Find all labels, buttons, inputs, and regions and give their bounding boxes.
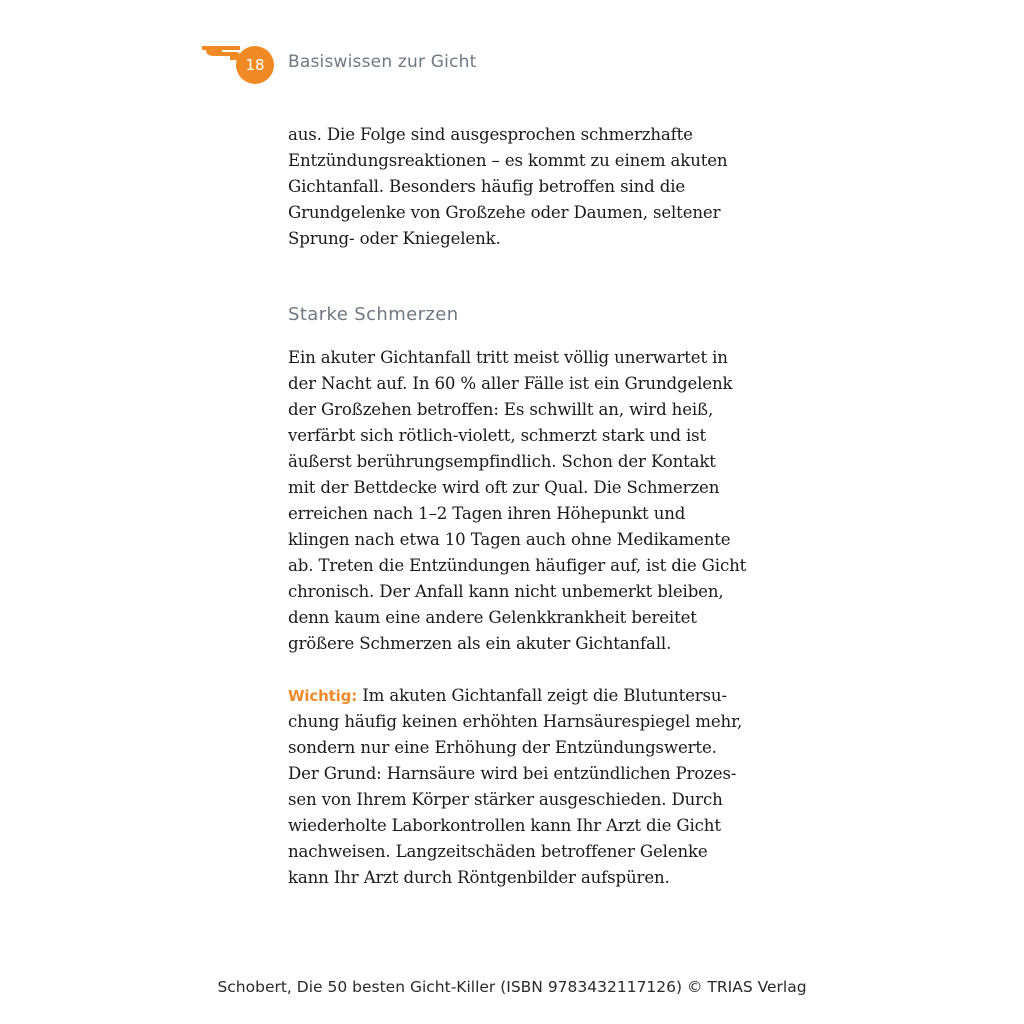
main-text <box>288 122 773 891</box>
text-line: Gichtanfall. Besonders häufig betroffen sind die <box>288 177 686 196</box>
text-line: Sprung- oder Kniegelenk. <box>288 229 501 248</box>
text-line: Ein akuter Gichtanfall tritt meist völlig unerwartet in <box>288 347 728 367</box>
footer-credit: Schobert, Die 50 besten Gicht-Killer (ISBN 9783432117126) © TRIAS Verlag <box>217 978 807 996</box>
paragraph-symptoms <box>288 345 773 657</box>
text-line: chung häufig keinen erhöhten Harnsäurespiegel mehr, <box>288 711 743 731</box>
note-first-line: Im akuten Gichtanfall zeigt die Blutuntersu- <box>357 685 727 705</box>
page-number-badge <box>236 46 274 84</box>
text-line: größere Schmerzen als ein akuter Gichtanfall. <box>288 633 672 653</box>
text-line: sondern nur eine Erhöhung der Entzündungswerte. <box>288 737 717 757</box>
text-line: klingen nach etwa 10 Tagen auch ohne Medikamente <box>288 529 731 549</box>
text-line: sen von Ihrem Körper stärker ausgeschieden. Durch <box>288 789 723 809</box>
text-line: denn kaum eine andere Gelenkkrankheit bereitet <box>288 607 697 627</box>
important-note <box>288 683 773 891</box>
text-line: chronisch. Der Anfall kann nicht unbemerkt bleiben, <box>288 581 724 601</box>
text-line: Entzündungsreaktionen – es kommt zu einem akuten <box>288 151 728 170</box>
text-line: erreichen nach 1–2 Tagen ihren Höhepunkt und <box>288 503 686 523</box>
text-line: wiederholte Laborkontrollen kann Ihr Arzt die Gicht <box>288 815 721 835</box>
note-label: Wichtig: <box>288 686 358 705</box>
text-line: mit der Bettdecke wird oft zur Qual. Die Schmerzen <box>288 477 720 497</box>
text-line: der Großzehen betroffen: Es schwillt an, wird heiß, <box>288 399 714 419</box>
paragraph-intro <box>288 122 773 252</box>
page-number: 18 <box>245 56 265 74</box>
text-line: Der Grund: Harnsäure wird bei entzündlichen Prozes- <box>288 763 737 783</box>
text-line: der Nacht auf. In 60 % aller Fälle ist ein Grundgelenk <box>288 373 733 393</box>
running-title: Basiswissen zur Gicht <box>288 52 477 72</box>
text-line: ab. Treten die Entzündungen häufiger auf, ist die Gicht <box>288 555 747 575</box>
text-line: nachweisen. Langzeitschäden betroffener Gelenke <box>288 841 708 861</box>
text-line: aus. Die Folge sind ausgesprochen schmerzhafte <box>288 125 693 144</box>
text-line: äußerst berührungsempfindlich. Schon der Kontakt <box>288 451 716 471</box>
text-line: Grundgelenke von Großzehe oder Daumen, seltener <box>288 203 721 222</box>
text-line: verfärbt sich rötlich-violett, schmerzt stark und ist <box>288 425 707 445</box>
text-line: kann Ihr Arzt durch Röntgenbilder aufspüren. <box>288 867 670 887</box>
text-line <box>288 683 773 709</box>
section-heading: Starke Schmerzen <box>288 304 459 325</box>
